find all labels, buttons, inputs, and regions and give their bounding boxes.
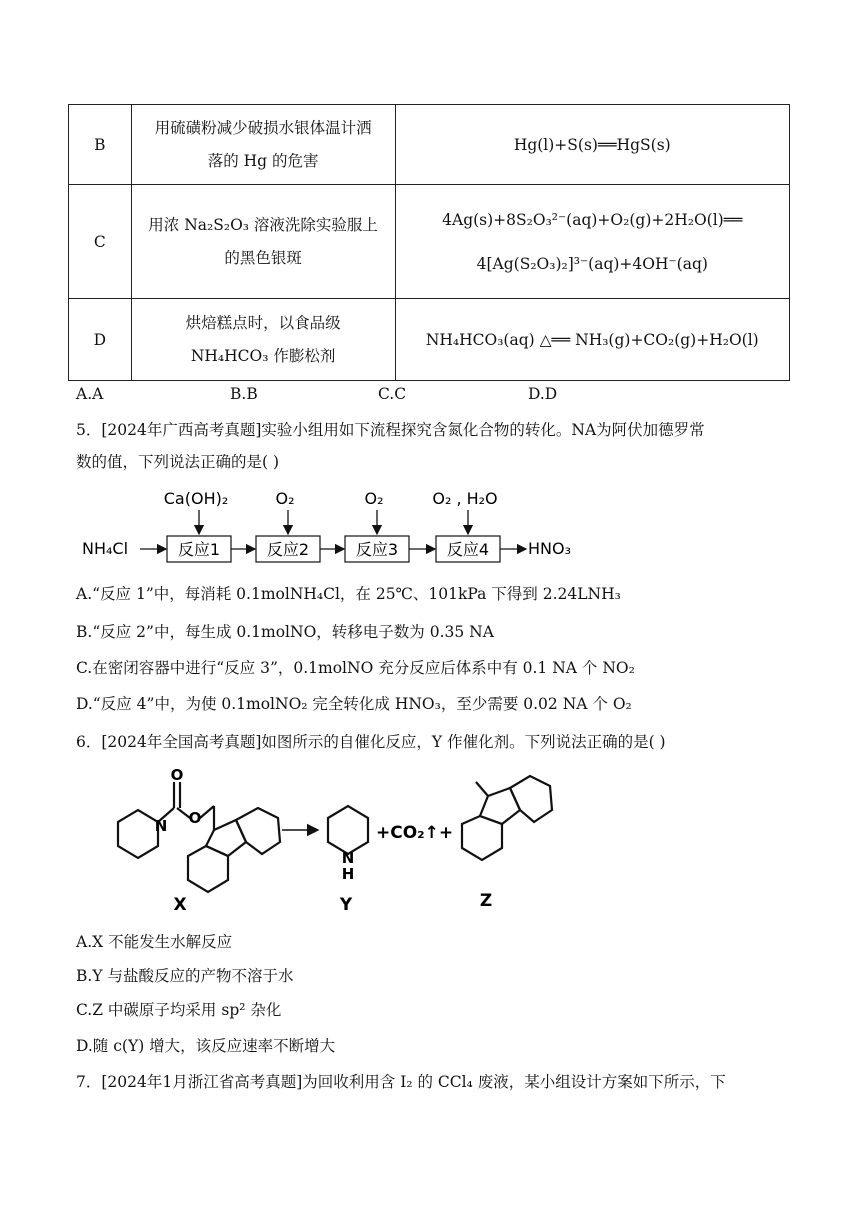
reagent-1: Ca(OH)₂ [163,489,229,508]
row-equation: NH₄HCO₃(aq) △══ NH₃(g)+CO₂(g)+H₂O(l) [395,299,789,381]
row-equation: Hg(l)+S(s)══HgS(s) [395,105,789,185]
table-row-b [69,105,790,185]
reagent-2: O₂ [275,489,295,508]
co2-text: +CO₂↑+ [376,823,454,843]
q5-stem-line2: 数的值，下列说法正确的是( ) [76,453,280,471]
fluorene-benzene-ring [188,846,228,892]
answer-table [68,104,790,381]
q7-stem: 7．[2024年1月浙江省高考真题]为回收利用含 I₂ 的 CCl₄ 废液，某小组设计方案如下所示，下 [76,1073,726,1091]
option-a: A.A [76,385,104,403]
equation-line: 4Ag(s)+8S₂O₃²⁻(aq)+O₂(g)+2H₂O(l)══ [442,210,743,229]
flow-box-2-label: 反应2 [266,540,310,559]
reagent-4: O₂ , H₂O [432,489,498,508]
q6-reaction-scheme [78,760,578,918]
table-row-d [69,299,790,381]
label-y: Y [339,895,353,915]
atom-o: O [170,766,184,784]
atom-n: N [154,817,168,835]
q6-option-a: A.X 不能发生水解反应 [76,933,233,951]
flow-box-3-label: 反应3 [355,540,399,559]
row-letter: B [69,105,132,185]
label-z: Z [479,891,493,911]
fluorene-benzene-ring [236,808,280,854]
q5-option-c: C.在密闭容器中进行“反应 3”，0.1molNO 充分反应后体系中有 0.1 NA 个 NO₂ [76,659,635,677]
q6-option-d: D.随 c(Y) 增大，该反应速率不断增大 [76,1037,336,1055]
atom-n: N [341,849,355,867]
molecule-z [462,776,552,860]
q6-option-b: B.Y 与盐酸反应的产物不溶于水 [76,967,294,985]
piperidine-ring [118,810,158,858]
q5-flow-diagram [78,482,618,572]
desc-line: 烘焙糕点时，以食品级 [185,313,341,332]
table-row-c [69,185,790,299]
molecule-y [328,806,368,854]
q5-option-d: D.“反应 4”中，为使 0.1molNO₂ 完全转化成 HNO₃，至少需要 0.02 NA 个 O₂ [76,695,632,713]
q5-stem-line1: 5．[2024年广西高考真题]实验小组用如下流程探究含氮化合物的转化。NA为阿伏加德罗常 [76,421,705,439]
row-letter: D [69,299,132,381]
molecule-x [118,782,280,892]
fluorene-five-ring [206,820,246,856]
piperidine-ring [328,806,368,854]
desc-line: 的黑色银斑 [224,248,302,267]
fluorene-benzene-ring [510,776,552,822]
q6-option-c: C.Z 中碳原子均采用 sp² 杂化 [76,1001,282,1019]
row-equation [395,185,789,299]
q6-stem: 6．[2024年全国高考真题]如图所示的自催化反应，Y 作催化剂。下列说法正确的是( ) [76,733,666,751]
atom-o: O [188,809,202,827]
table-options [76,385,776,405]
desc-line: NH₄HCO₃ 作膨松剂 [190,346,336,365]
fluorene-benzene-ring [462,816,502,860]
atom-h: H [341,865,355,883]
reagent-3: O₂ [364,489,384,508]
desc-line: 落的 Hg 的危害 [207,151,319,170]
row-description [131,105,395,185]
option-c: C.C [378,385,407,403]
label-x: X [173,895,187,915]
flow-start: NH₄Cl [82,539,129,558]
desc-line: 用浓 Na₂S₂O₃ 溶液洗除实验服上 [148,215,378,234]
row-description [131,185,395,299]
q5-option-b: B.“反应 2”中，每生成 0.1molNO，转移电子数为 0.35 NA [76,623,494,641]
option-b: B.B [230,385,258,403]
option-d: D.D [528,385,558,403]
row-letter: C [69,185,132,299]
row-description [131,299,395,381]
desc-line: 用硫磺粉减少破损水银体温计洒 [154,118,372,137]
flow-box-4-label: 反应4 [446,540,490,559]
flow-end: HNO₃ [528,539,572,558]
flow-box-1-label: 反应1 [177,540,221,559]
equation-line: 4[Ag(S₂O₃)₂]³⁻(aq)+4OH⁻(aq) [476,254,708,273]
q5-option-a: A.“反应 1”中，每消耗 0.1molNH₄Cl，在 25℃、101kPa 下得到 2.24LNH₃ [76,585,621,603]
